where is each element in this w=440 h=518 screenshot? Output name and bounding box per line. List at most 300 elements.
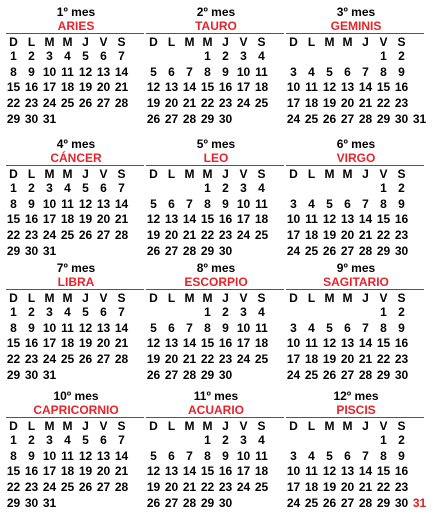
day-number: 1 <box>204 49 211 63</box>
day-number: 24 <box>286 495 301 510</box>
day-number: 26 <box>322 367 337 382</box>
day-number: 4 <box>258 305 265 319</box>
day-number: 8 <box>10 448 17 463</box>
day-number: 4 <box>308 196 315 211</box>
day-number: 19 <box>146 96 161 111</box>
zodiac-sign-name: ACUARIO <box>188 403 244 417</box>
day-number: 5 <box>150 448 157 463</box>
day-number: 3 <box>46 433 53 447</box>
day-number: 1 <box>204 305 211 319</box>
day-number: 26 <box>146 243 161 258</box>
day-number: 29 <box>200 243 215 258</box>
month-block <box>146 390 286 518</box>
day-number: 30 <box>394 111 409 126</box>
day-number: 29 <box>376 367 391 382</box>
month-divider <box>146 417 284 418</box>
weekday-header: V <box>379 291 388 305</box>
day-number: 6 <box>344 448 351 463</box>
day-number: 8 <box>380 320 387 335</box>
day-number: 30 <box>24 111 39 126</box>
day-number: 29 <box>200 367 215 382</box>
day-number: 23 <box>394 480 409 495</box>
day-number: 7 <box>362 320 369 335</box>
weekday-header: S <box>397 291 406 305</box>
day-number: 10 <box>42 320 57 335</box>
day-number: 23 <box>24 352 39 367</box>
day-number: 18 <box>254 336 269 351</box>
day-number: 27 <box>164 111 179 126</box>
day-number: 31 <box>42 495 57 510</box>
day-number: 15 <box>200 80 215 95</box>
day-number: 9 <box>222 196 229 211</box>
day-number: 20 <box>340 352 355 367</box>
day-number: 16 <box>24 336 39 351</box>
day-number: 12 <box>78 320 93 335</box>
weekday-header: V <box>99 167 108 181</box>
day-number: 2 <box>28 49 35 63</box>
day-number: 20 <box>164 228 179 243</box>
weekday-header: S <box>257 291 266 305</box>
day-number: 18 <box>254 464 269 479</box>
day-number: 5 <box>326 196 333 211</box>
day-number: 5 <box>326 448 333 463</box>
day-number: 23 <box>218 96 233 111</box>
day-number: 1 <box>204 181 211 195</box>
day-number: 21 <box>182 480 197 495</box>
day-number: 10 <box>42 64 57 79</box>
weekday-header: M <box>184 35 195 49</box>
weekday-header: S <box>397 419 406 433</box>
day-number: 31 <box>42 367 57 382</box>
month-title: 10º mes <box>53 389 99 403</box>
day-number: 21 <box>358 228 373 243</box>
day-number: 13 <box>164 464 179 479</box>
weekday-header: L <box>27 167 36 181</box>
day-number: 11 <box>255 320 268 335</box>
weekday-header: S <box>257 419 266 433</box>
day-number: 4 <box>64 181 71 195</box>
day-number: 18 <box>254 80 269 95</box>
day-number: 17 <box>236 464 251 479</box>
month-divider <box>146 33 284 34</box>
day-number: 23 <box>218 228 233 243</box>
day-number: 25 <box>304 111 319 126</box>
month-divider <box>146 289 284 290</box>
zodiac-sign-name: LEO <box>203 151 229 165</box>
day-number: 24 <box>236 352 251 367</box>
day-number: 18 <box>304 352 319 367</box>
weekday-header: L <box>27 35 36 49</box>
day-number: 18 <box>304 480 319 495</box>
weekday-header: M <box>62 35 73 49</box>
weekday-header: M <box>342 291 353 305</box>
day-number: 20 <box>164 480 179 495</box>
day-number: 15 <box>200 212 215 227</box>
day-number: 2 <box>398 305 405 319</box>
weekday-header: M <box>324 35 335 49</box>
month-block <box>286 262 426 390</box>
day-number: 28 <box>358 111 373 126</box>
day-number: 16 <box>24 212 39 227</box>
day-number: 12 <box>146 212 161 227</box>
day-number: 26 <box>322 495 337 510</box>
day-number: 1 <box>380 305 387 319</box>
day-number: 6 <box>344 64 351 79</box>
day-number: 16 <box>394 336 409 351</box>
day-number: 23 <box>24 228 39 243</box>
day-number: 30 <box>218 367 233 382</box>
day-number: 15 <box>376 464 391 479</box>
weekday-header: J <box>82 35 89 49</box>
day-number: 12 <box>322 212 337 227</box>
weekday-header: J <box>82 291 89 305</box>
day-number: 26 <box>146 111 161 126</box>
day-number: 29 <box>200 495 215 510</box>
day-number: 30 <box>394 495 409 510</box>
day-number: 27 <box>340 111 355 126</box>
day-number: 4 <box>64 433 71 447</box>
day-number: 13 <box>164 80 179 95</box>
day-number: 25 <box>60 480 75 495</box>
day-number: 13 <box>96 196 111 211</box>
month-divider <box>286 289 424 290</box>
day-number: 14 <box>114 448 129 463</box>
day-number: 9 <box>222 64 229 79</box>
weekday-header: J <box>362 419 369 433</box>
weekday-header: M <box>44 419 55 433</box>
weekday-header: V <box>239 419 248 433</box>
weekday-header: M <box>324 291 335 305</box>
day-number: 28 <box>182 495 197 510</box>
month-block <box>6 262 146 390</box>
day-number: 10 <box>236 448 251 463</box>
day-number: 16 <box>394 212 409 227</box>
day-number: 12 <box>146 80 161 95</box>
weekday-header: M <box>202 419 213 433</box>
weekday-header: S <box>117 167 126 181</box>
day-number: 17 <box>286 96 301 111</box>
day-number: 16 <box>218 80 233 95</box>
weekday-header: S <box>117 291 126 305</box>
weekday-header: M <box>184 167 195 181</box>
month-title: 8º mes <box>196 261 236 275</box>
day-number: 27 <box>96 96 111 111</box>
day-number: 7 <box>186 64 193 79</box>
day-number: 29 <box>6 367 21 382</box>
weekday-header: D <box>149 35 158 49</box>
day-number: 1 <box>10 433 17 447</box>
weekday-header: D <box>289 35 298 49</box>
month-block <box>146 138 286 266</box>
month-block <box>146 6 286 134</box>
day-number: 25 <box>60 228 75 243</box>
day-number: 27 <box>164 495 179 510</box>
day-number: 7 <box>186 196 193 211</box>
weekday-header: M <box>44 167 55 181</box>
day-number: 16 <box>218 464 233 479</box>
day-number: 18 <box>60 80 75 95</box>
weekday-header: J <box>362 167 369 181</box>
day-number: 25 <box>254 480 269 495</box>
day-number: 22 <box>376 96 391 111</box>
day-number: 6 <box>168 196 175 211</box>
day-number: 13 <box>164 336 179 351</box>
day-number: 10 <box>236 64 251 79</box>
weekday-header: M <box>202 167 213 181</box>
day-number: 7 <box>186 320 193 335</box>
weekday-header: M <box>342 419 353 433</box>
month-title: 4º mes <box>56 137 96 151</box>
day-number: 17 <box>286 228 301 243</box>
day-number: 26 <box>322 243 337 258</box>
day-number: 31 <box>412 111 427 126</box>
day-number: 14 <box>182 464 197 479</box>
day-number: 11 <box>305 336 318 351</box>
zodiac-sign-name: GEMINIS <box>330 19 382 33</box>
day-number: 22 <box>200 228 215 243</box>
day-number: 14 <box>182 212 197 227</box>
day-number: 25 <box>254 96 269 111</box>
month-divider <box>6 417 144 418</box>
day-number: 14 <box>358 336 373 351</box>
zodiac-sign-name: TAURO <box>195 19 237 33</box>
day-number: 10 <box>236 196 251 211</box>
day-number: 15 <box>6 464 21 479</box>
weekday-header: M <box>202 35 213 49</box>
day-number: 31 <box>412 495 427 510</box>
day-number: 2 <box>28 181 35 195</box>
day-number: 24 <box>42 228 57 243</box>
weekday-header: M <box>202 291 213 305</box>
day-number: 13 <box>340 336 355 351</box>
day-number: 5 <box>82 181 89 195</box>
weekday-header: D <box>9 291 18 305</box>
day-number: 15 <box>6 336 21 351</box>
day-number: 18 <box>60 464 75 479</box>
day-number: 12 <box>322 464 337 479</box>
day-number: 7 <box>186 448 193 463</box>
day-number: 30 <box>218 243 233 258</box>
day-number: 14 <box>358 464 373 479</box>
day-number: 28 <box>114 96 129 111</box>
day-number: 1 <box>380 433 387 447</box>
day-number: 25 <box>304 367 319 382</box>
day-number: 3 <box>240 181 247 195</box>
weekday-header: L <box>307 291 316 305</box>
day-number: 9 <box>222 448 229 463</box>
weekday-header: D <box>149 291 158 305</box>
day-number: 24 <box>286 243 301 258</box>
day-number: 7 <box>118 181 125 195</box>
weekday-header: J <box>362 291 369 305</box>
day-number: 12 <box>78 448 93 463</box>
weekday-header: D <box>289 419 298 433</box>
day-number: 20 <box>340 96 355 111</box>
day-number: 8 <box>204 448 211 463</box>
day-number: 24 <box>286 367 301 382</box>
month-title: 3º mes <box>336 5 376 19</box>
day-number: 22 <box>6 352 21 367</box>
day-number: 8 <box>10 320 17 335</box>
month-title: 11º mes <box>193 389 239 403</box>
day-number: 8 <box>204 196 211 211</box>
day-number: 23 <box>24 96 39 111</box>
weekday-header: J <box>222 291 229 305</box>
day-number: 18 <box>60 336 75 351</box>
day-number: 18 <box>60 212 75 227</box>
weekday-header: D <box>289 291 298 305</box>
day-number: 31 <box>42 111 57 126</box>
day-number: 19 <box>146 228 161 243</box>
day-number: 10 <box>286 212 301 227</box>
day-number: 3 <box>240 305 247 319</box>
day-number: 20 <box>164 352 179 367</box>
day-number: 6 <box>100 433 107 447</box>
weekday-header: J <box>222 167 229 181</box>
weekday-header: D <box>9 419 18 433</box>
day-number: 25 <box>60 96 75 111</box>
day-number: 23 <box>24 480 39 495</box>
day-number: 21 <box>114 464 129 479</box>
day-number: 14 <box>182 80 197 95</box>
month-block <box>286 390 426 518</box>
day-number: 8 <box>10 64 17 79</box>
day-number: 28 <box>114 228 129 243</box>
day-number: 10 <box>236 320 251 335</box>
month-divider <box>146 165 284 166</box>
day-number: 26 <box>78 480 93 495</box>
day-number: 18 <box>254 212 269 227</box>
day-number: 20 <box>96 336 111 351</box>
day-number: 1 <box>10 181 17 195</box>
zodiac-sign-name: SAGITARIO <box>323 275 389 289</box>
day-number: 5 <box>150 320 157 335</box>
day-number: 19 <box>78 464 93 479</box>
weekday-header: J <box>222 419 229 433</box>
weekday-header: M <box>62 167 73 181</box>
day-number: 11 <box>61 196 74 211</box>
day-number: 3 <box>240 433 247 447</box>
day-number: 11 <box>61 64 74 79</box>
day-number: 3 <box>290 448 297 463</box>
day-number: 11 <box>255 64 268 79</box>
day-number: 21 <box>182 228 197 243</box>
day-number: 21 <box>182 352 197 367</box>
day-number: 13 <box>96 448 111 463</box>
day-number: 4 <box>258 433 265 447</box>
day-number: 16 <box>24 80 39 95</box>
day-number: 13 <box>96 320 111 335</box>
day-number: 5 <box>326 320 333 335</box>
day-number: 12 <box>146 464 161 479</box>
weekday-header: D <box>9 167 18 181</box>
day-number: 23 <box>218 352 233 367</box>
month-divider <box>286 165 424 166</box>
day-number: 6 <box>100 49 107 63</box>
day-number: 30 <box>24 495 39 510</box>
day-number: 21 <box>114 212 129 227</box>
day-number: 20 <box>340 228 355 243</box>
day-number: 17 <box>236 212 251 227</box>
weekday-header: S <box>117 419 126 433</box>
day-number: 7 <box>362 448 369 463</box>
day-number: 3 <box>290 196 297 211</box>
day-number: 3 <box>46 49 53 63</box>
day-number: 14 <box>114 320 129 335</box>
day-number: 16 <box>218 212 233 227</box>
day-number: 2 <box>398 49 405 63</box>
day-number: 28 <box>358 367 373 382</box>
day-number: 22 <box>376 480 391 495</box>
day-number: 17 <box>286 352 301 367</box>
month-title: 6º mes <box>336 137 376 151</box>
day-number: 11 <box>61 320 74 335</box>
day-number: 11 <box>305 464 318 479</box>
day-number: 31 <box>42 243 57 258</box>
weekday-header: V <box>379 419 388 433</box>
weekday-header: D <box>9 35 18 49</box>
day-number: 25 <box>254 352 269 367</box>
day-number: 9 <box>28 196 35 211</box>
day-number: 7 <box>118 49 125 63</box>
day-number: 28 <box>182 243 197 258</box>
day-number: 16 <box>218 336 233 351</box>
day-number: 21 <box>358 96 373 111</box>
day-number: 15 <box>376 212 391 227</box>
day-number: 11 <box>61 448 74 463</box>
month-block <box>286 6 426 134</box>
day-number: 28 <box>358 243 373 258</box>
day-number: 19 <box>146 480 161 495</box>
weekday-header: M <box>44 291 55 305</box>
day-number: 21 <box>114 80 129 95</box>
day-number: 27 <box>340 495 355 510</box>
month-divider <box>286 33 424 34</box>
day-number: 27 <box>340 367 355 382</box>
day-number: 15 <box>6 212 21 227</box>
weekday-header: L <box>27 419 36 433</box>
day-number: 2 <box>222 433 229 447</box>
weekday-header: M <box>342 167 353 181</box>
day-number: 8 <box>204 320 211 335</box>
day-number: 30 <box>394 243 409 258</box>
day-number: 29 <box>200 111 215 126</box>
day-number: 20 <box>340 480 355 495</box>
day-number: 2 <box>398 181 405 195</box>
day-number: 26 <box>146 367 161 382</box>
day-number: 8 <box>10 196 17 211</box>
day-number: 24 <box>42 480 57 495</box>
month-divider <box>6 33 144 34</box>
day-number: 28 <box>182 367 197 382</box>
day-number: 29 <box>6 243 21 258</box>
day-number: 22 <box>200 96 215 111</box>
day-number: 9 <box>222 320 229 335</box>
weekday-header: L <box>167 167 176 181</box>
month-divider <box>286 417 424 418</box>
day-number: 23 <box>394 96 409 111</box>
day-number: 26 <box>78 96 93 111</box>
day-number: 24 <box>42 96 57 111</box>
day-number: 14 <box>114 64 129 79</box>
day-number: 3 <box>290 64 297 79</box>
day-number: 12 <box>78 196 93 211</box>
day-number: 7 <box>362 64 369 79</box>
day-number: 27 <box>164 367 179 382</box>
day-number: 25 <box>304 495 319 510</box>
day-number: 19 <box>322 480 337 495</box>
day-number: 10 <box>42 196 57 211</box>
